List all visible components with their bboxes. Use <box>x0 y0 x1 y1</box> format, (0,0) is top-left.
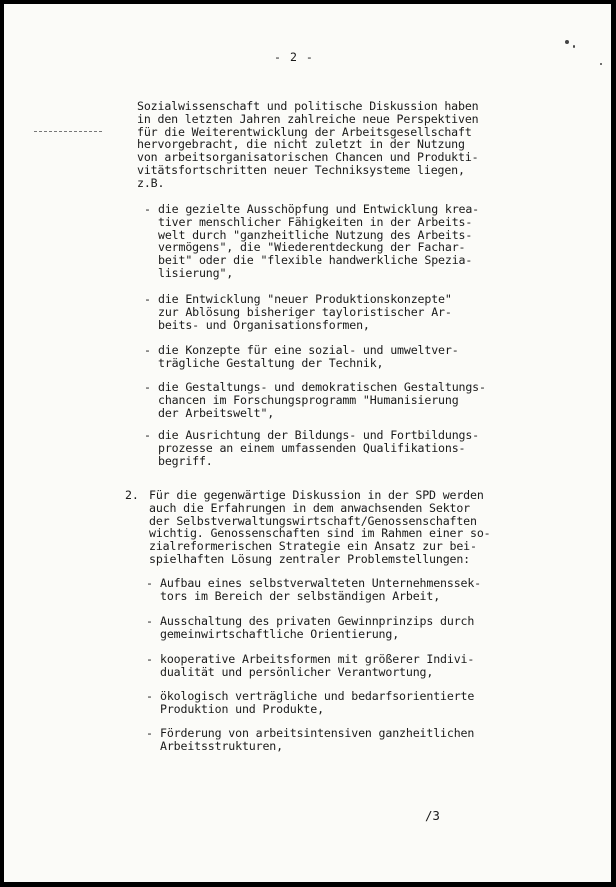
list-item <box>144 293 452 331</box>
bullet-dash: - <box>146 614 153 628</box>
page-number: - 2 - <box>274 50 314 64</box>
list-item-text: die Ausrichtung der Bildungs- und Fortbildungs- prozesse an einem umfassenden Qualifikations- begriff. <box>158 428 480 468</box>
bullet-dash: - <box>146 576 153 590</box>
bullet-dash: - <box>146 726 153 740</box>
list-item <box>144 381 486 419</box>
list-item-text: Aufbau eines selbstverwalteten Unternehmenssek- tors im Bereich der selbständigen Arbeit, <box>160 576 482 603</box>
bullet-dash: - <box>144 380 151 394</box>
continuation-marker: /3 <box>425 808 440 823</box>
list-item-text: die gezielte Ausschöpfung und Entwicklung krea- tiver menschlicher Fähigkeiten in der Arbeits- welt durch "ganzheitliche Nutzung des Arbeits- vermögens", die "Wiederentdeckung der Fachar- beit" oder die "flexible handwerkliche Spezia- lisierung", <box>158 202 480 280</box>
section-2-text: Für die gegenwärtige Diskussion in der SPD werden auch die Erfahrungen in dem anwachsenden Sektor der Selbstverwaltungswirtschaft/Genossenschaften wichtig. Genossenschaften sind im Rahmen einer so- zialreformerischen Strategie ein Ansatz zur bei- spielhaften Lösung zentraler Problemstellungen: <box>149 488 491 566</box>
list-item <box>146 615 474 641</box>
list-item-text: ökologisch verträgliche und bedarfsorientierte Produktion und Produkte, <box>160 689 475 716</box>
list-item <box>144 429 479 467</box>
list-item-text: Ausschaltung des privaten Gewinnprinzips durch gemeinwirtschaftliche Orientierung, <box>160 614 475 641</box>
list-item <box>144 203 479 280</box>
list-item-text: die Gestaltungs- und demokratischen Gestaltungs- chancen im Forschungsprogramm "Humanisierung der Arbeitswelt", <box>158 380 486 420</box>
list-item <box>144 344 459 370</box>
list-item-text: kooperative Arbeitsformen mit größerer Indivi- dualität und persönlicher Verantwortung, <box>160 652 475 679</box>
bullet-dash: - <box>146 689 153 703</box>
scan-speck <box>565 40 569 44</box>
bullet-dash: - <box>144 292 151 306</box>
margin-mark <box>34 131 102 134</box>
scan-speck <box>573 45 575 48</box>
list-item-text: die Konzepte für eine sozial- und umweltver- trägliche Gestaltung der Technik, <box>158 343 459 370</box>
bullet-dash: - <box>146 652 153 666</box>
list-item <box>146 727 474 753</box>
bullet-dash: - <box>144 428 151 442</box>
scan-speck <box>600 63 602 65</box>
section-number: 2. <box>125 488 139 502</box>
list-item-text: Förderung von arbeitsintensiven ganzheitlichen Arbeitsstrukturen, <box>160 726 475 753</box>
intro-paragraph: Sozialwissenschaft und politische Diskussion haben in den letzten Jahren zahlreiche neue Perspektiven für die Weiterentwicklung der Arbeitsgesellschaft hervorgebracht, die nicht zuletzt in der Nutzung von arbeitsorganisatorischen Chancen und Produkti- vitätsfortschritten neuer Techniksysteme liegen, z.B. <box>137 99 479 190</box>
bullet-dash: - <box>144 202 151 216</box>
list-item <box>146 690 474 716</box>
section-2-paragraph <box>125 489 491 566</box>
list-item-text: die Entwicklung "neuer Produktionskonzepte" zur Ablösung bisheriger tayloristischer Ar- beits- und Organisationsformen, <box>158 292 452 332</box>
document-page <box>4 4 611 882</box>
bullet-dash: - <box>144 343 151 357</box>
list-item <box>146 577 481 603</box>
list-item <box>146 653 474 679</box>
